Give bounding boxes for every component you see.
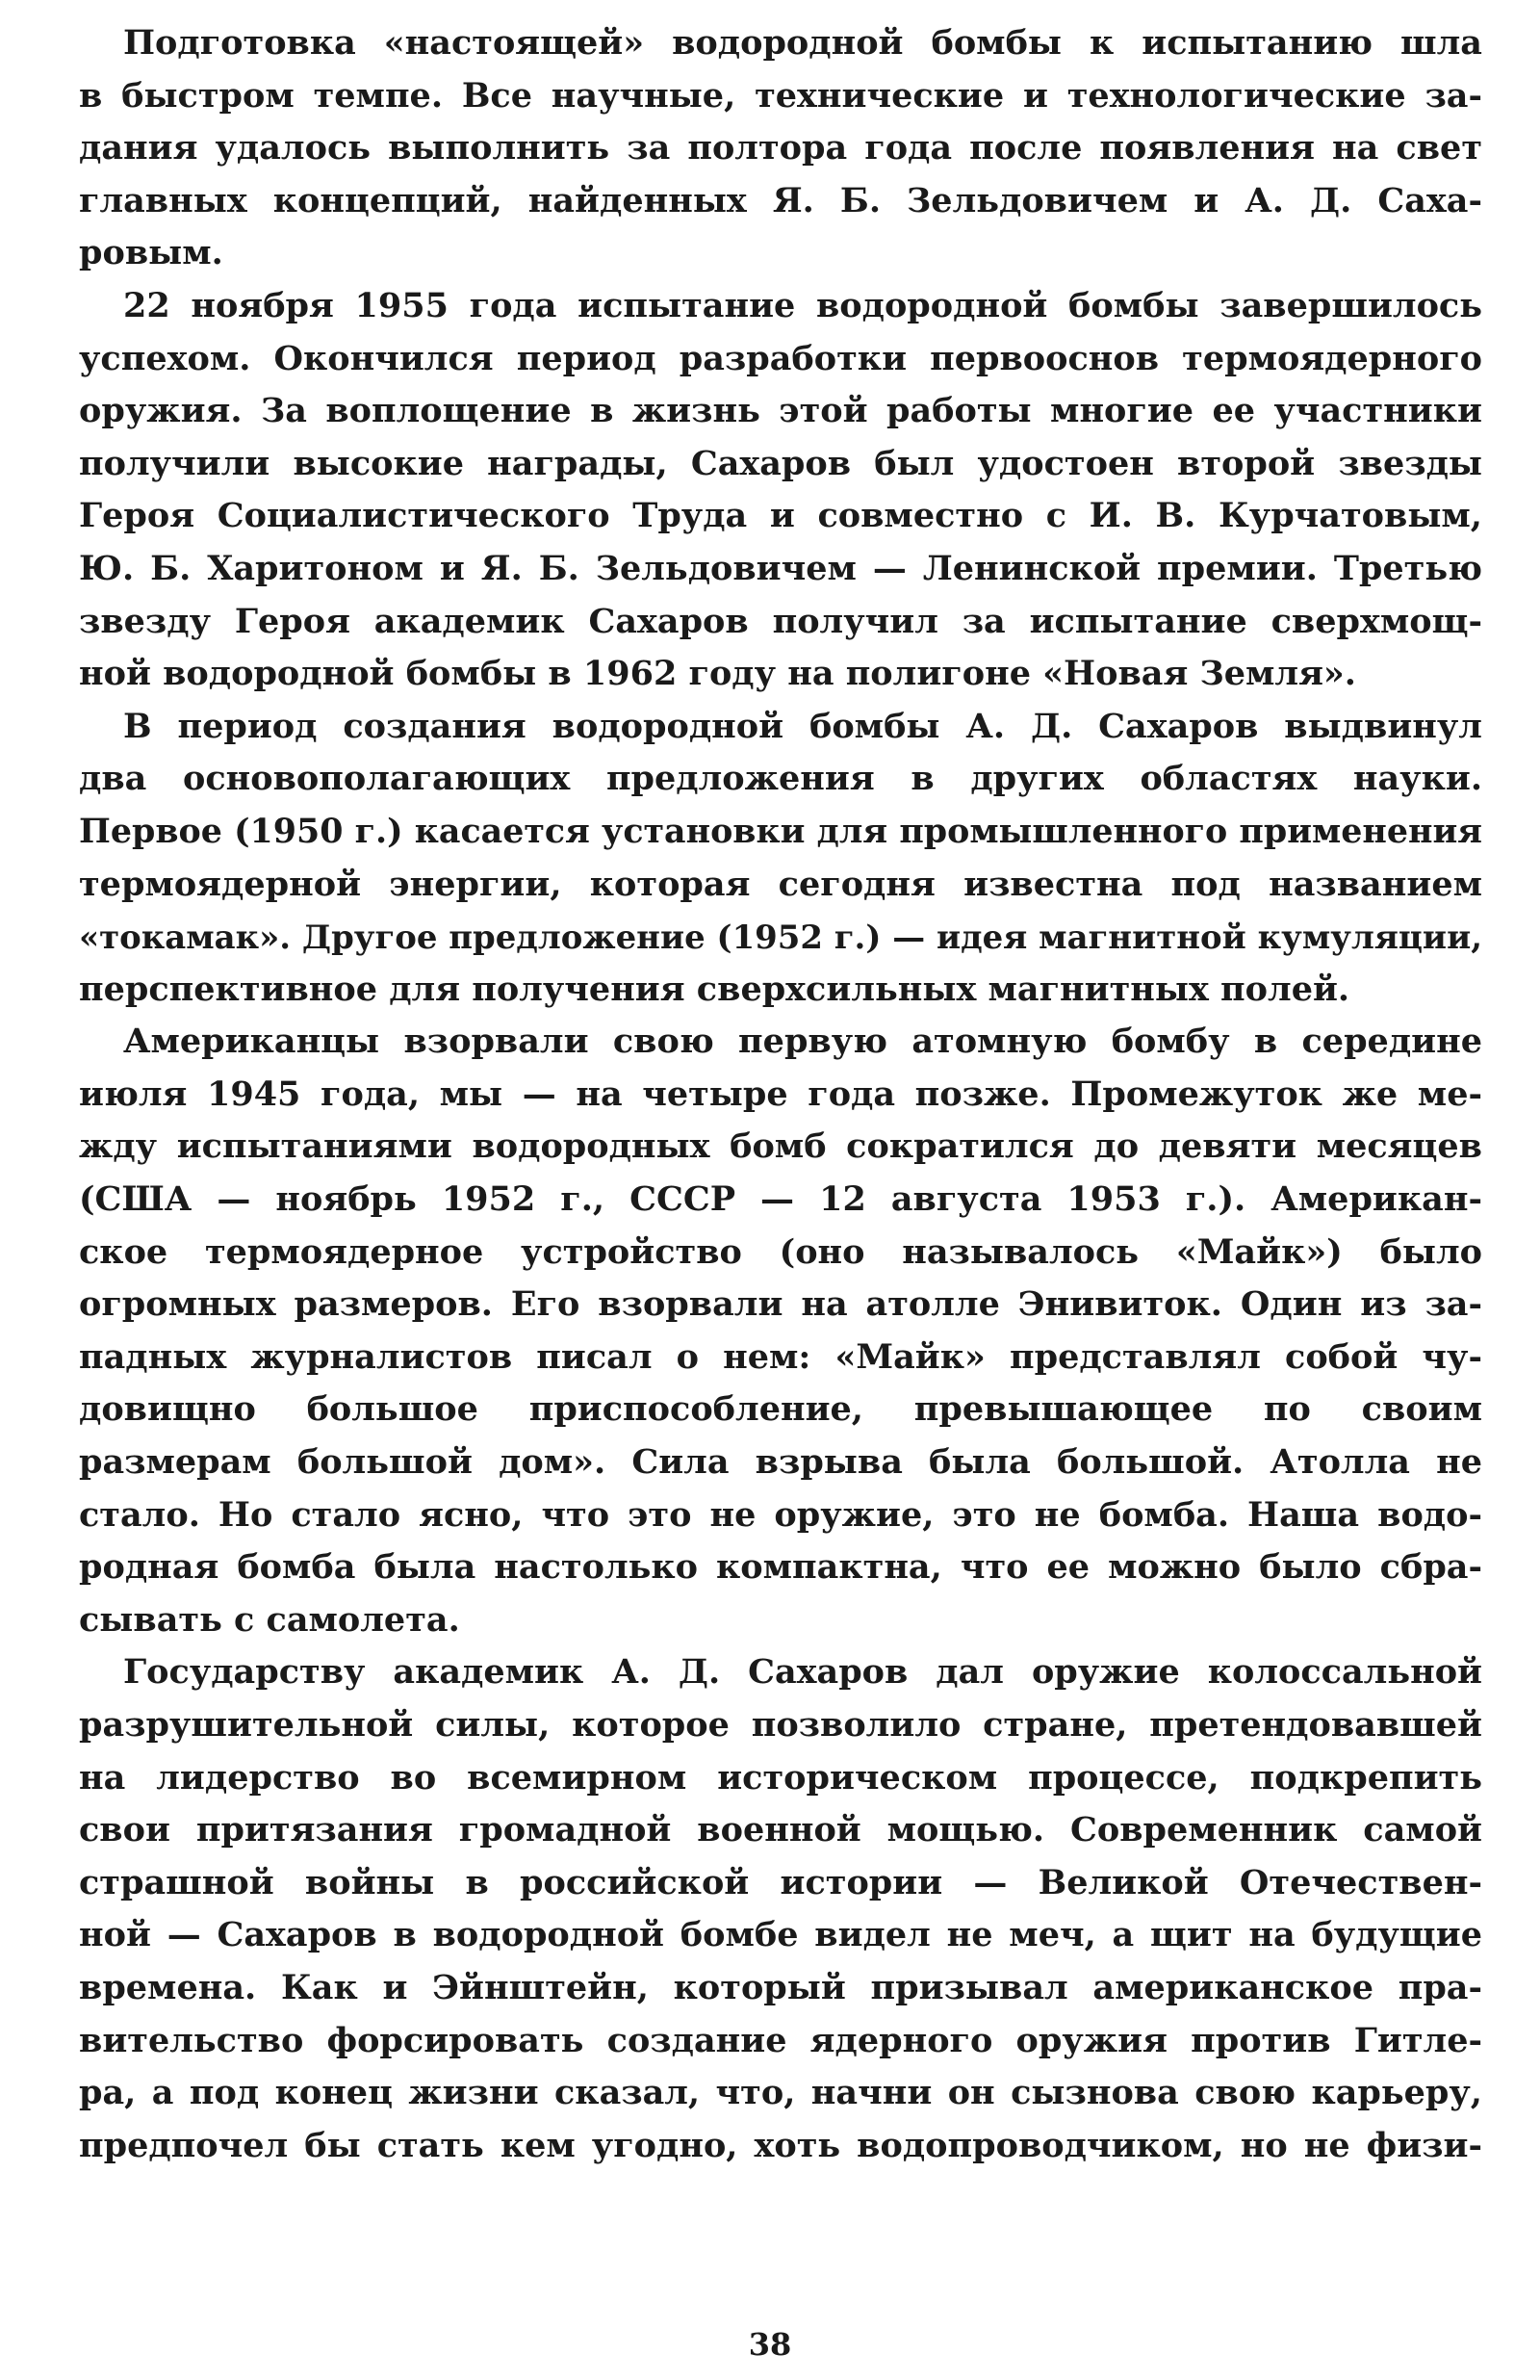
text-line: родная бомба была настолько компактна, что ее можно было сбра-: [79, 1547, 1482, 1588]
text-line: Государству академик А. Д. Сахаров дал оружие колоссальной: [123, 1652, 1482, 1693]
paragraph-3: [79, 701, 1482, 1017]
text-line: Первое (1950 г.) касается установки для промышленного применения: [79, 811, 1482, 851]
paragraph-4: [79, 1016, 1482, 1646]
text-line: июля 1945 года, мы — на четыре года позже. Промежуток же ме-: [79, 1074, 1482, 1114]
text-line: два основополагающих предложения в других областях науки.: [79, 759, 1482, 799]
text-line: В период создания водородной бомбы А. Д. Сахаров выдвинул: [123, 706, 1482, 746]
text-line: разрушительной силы, которое позволило стране, претендовавшей: [79, 1705, 1482, 1745]
text-line: ной водородной бомбы в 1962 году на полигоне «Новая Земля».: [79, 654, 1356, 694]
text-line: жду испытаниями водородных бомб сократился до девяти месяцев: [79, 1126, 1482, 1167]
text-line: ровым.: [79, 233, 223, 273]
text-line: падных журналистов писал о нем: «Майк» представлял собой чу-: [79, 1336, 1482, 1377]
text-line: Героя Социалистического Труда и совместно с И. В. Курчатовым,: [79, 496, 1482, 536]
text-line: оружия. За воплощение в жизнь этой работы многие ее участники: [79, 391, 1482, 431]
text-line: Ю. Б. Харитоном и Я. Б. Зельдовичем — Ленинской премии. Третью: [79, 548, 1482, 588]
text-line: в быстром темпе. Все научные, технические и технологические за-: [79, 75, 1482, 116]
paragraph-5: [79, 1646, 1482, 2172]
text-line: звезду Героя академик Сахаров получил за испытание сверхмощ-: [79, 601, 1482, 641]
paragraph-2: [79, 280, 1482, 701]
text-line: (США — ноябрь 1952 г., СССР — 12 августа 1953 г.). Американ-: [79, 1179, 1482, 1220]
text-line: ной — Сахаров в водородной бомбе видел не меч, а щит на будущие: [79, 1915, 1482, 1955]
body-text: [79, 17, 1482, 2172]
text-line: успехом. Окончился период разработки первооснов термоядерного: [79, 338, 1482, 378]
text-line: получили высокие награды, Сахаров был удостоен второй звезды: [79, 443, 1482, 483]
text-line: Американцы взорвали свою первую атомную бомбу в середине: [123, 1022, 1482, 1062]
text-line: довищно большое приспособление, превышающее по своим: [79, 1389, 1482, 1430]
text-line: дания удалось выполнить за полтора года после появления на свет: [79, 128, 1482, 168]
paragraph-1: [79, 17, 1482, 280]
page-number: 38: [748, 2326, 792, 2363]
text-line: термоядерной энергии, которая сегодня известна под названием: [79, 864, 1482, 904]
text-line: главных концепций, найденных Я. Б. Зельдовичем и А. Д. Саха-: [79, 180, 1482, 220]
text-line: сывать с самолета.: [79, 1599, 460, 1640]
text-line: огромных размеров. Его взорвали на атолле Энивиток. Один из за-: [79, 1284, 1482, 1325]
text-line: времена. Как и Эйнштейн, который призывал американское пра-: [79, 1967, 1482, 2007]
text-line: вительство форсировать создание ядерного оружия против Гитле-: [79, 2020, 1482, 2060]
text-line: предпочел бы стать кем угодно, хоть водопроводчиком, но не физи-: [79, 2125, 1482, 2165]
text-line: 22 ноября 1955 года испытание водородной бомбы завершилось: [123, 285, 1482, 325]
text-line: на лидерство во всемирном историческом процессе, подкрепить: [79, 1757, 1482, 1798]
text-line: размерам большой дом». Сила взрыва была большой. Атолла не: [79, 1442, 1482, 1483]
text-line: ское термоядерное устройство (оно называлось «Майк») было: [79, 1231, 1482, 1272]
text-line: «токамак». Другое предложение (1952 г.) — идея магнитной кумуляции,: [79, 918, 1482, 957]
text-line: перспективное для получения сверхсильных магнитных полей.: [79, 969, 1350, 1009]
text-line: страшной войны в российской истории — Великой Отечествен-: [79, 1862, 1482, 1902]
text-line: Подготовка «настоящей» водородной бомбы к испытанию шла: [123, 23, 1482, 63]
text-line: свои притязания громадной военной мощью. Современник самой: [79, 1810, 1482, 1850]
text-line: стало. Но стало ясно, что это не оружие, это не бомба. Наша водо-: [79, 1494, 1482, 1535]
text-line: ра, а под конец жизни сказал, что, начни он сызнова свою карьеру,: [79, 2073, 1482, 2113]
